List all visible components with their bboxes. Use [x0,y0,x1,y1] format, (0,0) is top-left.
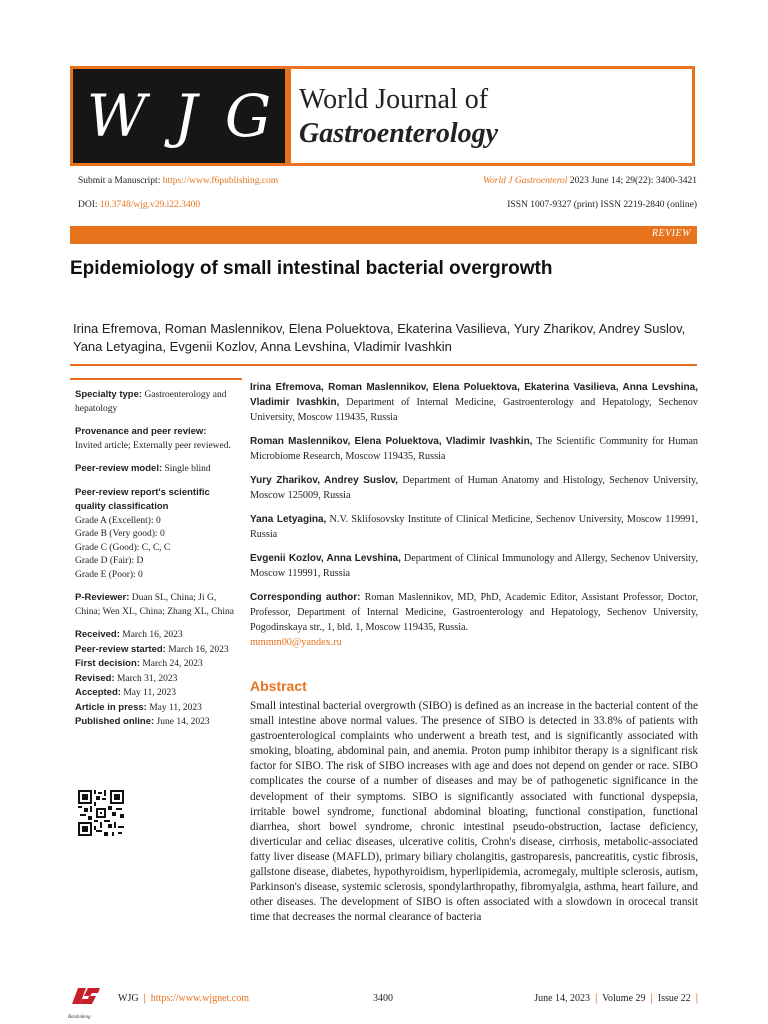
provenance [75,425,240,453]
grade-a: Grade A (Excellent): 0 [75,515,161,526]
specialty-value: Gastroenterology and hepatology [75,390,227,414]
footer-separator: | [141,993,149,1004]
affiliation [250,434,698,464]
date-value: June 14, 2023 [156,717,210,727]
reviewer-label: P-Reviewer: [75,592,130,603]
date-label: Revised: [75,672,115,684]
corresponding-author [250,590,698,650]
model-label: Peer-review model: [75,463,163,474]
journal-name-line2: Gastroenterology [299,118,499,149]
provenance-value: Invited article; Externally peer reviewed. [75,440,231,451]
journal-logo [73,69,285,163]
affiliation-names: Yana Letyagina, [250,514,327,525]
footer-journal-link[interactable]: https://www.wjgnet.com [150,993,249,1004]
article-info-sidebar [70,378,242,840]
citation-line [483,175,697,187]
date-value: March 31, 2023 [116,673,178,684]
date-value: March 16, 2023 [122,630,183,640]
author-list: Irina Efremova, Roman Maslennikov, Elena Poluektova, Ekaterina Vasilieva, Yury Zharikov, Andrey Suslov, Yana Letyagina, Evgenii Kozlov, Anna Levshina, Vladimir Ivashkin [73,321,686,354]
publisher-logo-text: Baishideng [68,1015,91,1020]
submit-line [78,175,278,187]
date-label: First decision: [75,658,140,669]
publisher-logo-icon [68,984,110,1014]
affiliation-text: Department of Internal Medicine, Gastroenterology and Hepatology, Sechenov University, Moscow 119435, Russia [250,397,698,423]
date-received [75,628,240,643]
submit-link[interactable]: https://www.f6publishing.com [162,176,279,186]
date-value: March 24, 2023 [142,659,203,669]
affiliation-text: Department of Human Anatomy and Histology, Sechenov University, Moscow 125009, Russia [250,475,699,501]
journal-masthead [70,66,695,166]
footer-separator: | [592,993,600,1004]
grade-d: Grade D (Fair): D [75,556,144,566]
footer-separator: | [693,993,698,1004]
date-first-decision [75,657,240,672]
issn-line: ISSN 1007-9327 (print) ISSN 2219-2840 (online) [507,200,697,210]
footer-journal-abbr: WJG [118,993,139,1004]
affiliation-text: Department of Clinical Immunology and Allergy, Sechenov University, Moscow 119991, Russia [250,553,698,579]
date-value: May 11, 2023 [123,688,176,698]
qr-code-icon[interactable] [78,790,124,836]
article-title: Epidemiology of small intestinal bacterial overgrowth [70,258,553,279]
footer-left [118,993,249,1004]
affiliation-names: Irina Efremova, Roman Maslennikov, Elena Poluektova, Ekaterina Vasilieva, Anna Levshina, Vladimir Ivashkin, [250,382,698,408]
date-published-online [75,715,240,730]
logo-letter-w: W [86,82,147,150]
date-article-in-press [75,701,240,716]
corresponding-text: Roman Maslennikov, MD, PhD, Academic Editor, Assistant Professor, Doctor, Professor, Department of Internal Medicine, Gastroenterology and Hepatology, Sechenov University, Pogodinskaya str., 1, bld. 1, Moscow 119435, Russia. [250,592,699,633]
provenance-label: Provenance and peer review: [75,426,207,437]
affiliation [250,473,698,503]
affiliation-names: Evgenii Kozlov, Anna Levshina, [250,553,401,564]
logo-letter-g: G [224,82,272,150]
peer-review-model [75,462,240,477]
corresponding-label: Corresponding author: [250,592,361,603]
journal-name [299,83,679,151]
grade-b: Grade B (Very good): 0 [75,529,165,539]
date-value: May 11, 2023 [149,702,202,713]
footer-date: June 14, 2023 [534,993,591,1004]
affiliation [250,551,698,581]
affiliation-text: N.V. Sklifosovsky Institute of Clinical Medicine, Sechenov University, Moscow 119991, Russia [250,514,698,540]
affiliation-text: The Scientific Community for Human Microbiome Research, Moscow 119435, Russia [250,436,698,462]
date-label: Article in press: [75,701,147,713]
grade-c: Grade C (Good): C, C, C [75,542,171,553]
model-value: Single blind [164,464,211,474]
specialty-label: Specialty type: [75,389,143,400]
date-label: Peer-review started: [75,643,166,655]
date-revised [75,672,240,687]
corresponding-email-link[interactable]: mmmm00@yandex.ru [250,637,342,648]
doi-link[interactable]: 10.3748/wjg.v29.i22.3400 [99,200,201,210]
affiliation-names: Roman Maslennikov, Elena Poluektova, Vladimir Ivashkin, [250,436,533,447]
affiliation [250,512,698,542]
date-accepted [75,686,240,701]
date-value: March 16, 2023 [168,644,229,655]
abstract-heading: Abstract [250,678,307,694]
date-label: Received: [75,629,120,640]
footer-issue: Issue 22 [657,993,691,1004]
footer-page-number: 3400 [373,993,393,1004]
journal-name-line1: World Journal of [299,84,489,115]
section-rule [70,364,697,366]
affiliations [250,380,698,659]
article-dates [75,628,240,730]
affiliation [250,380,698,425]
article-type-label: REVIEW [651,228,691,239]
doi-line [78,199,200,211]
footer-separator: | [648,993,656,1004]
article-type-bar [70,226,697,244]
peer-reviewers [75,591,240,619]
grade-heading: Peer-review report's scientific quality classification [75,486,210,512]
specialty-type [75,388,240,416]
grade-e: Grade E (Poor): 0 [75,569,143,580]
citation-journal: World J Gastroenterol [482,176,568,186]
affiliation-names: Yury Zharikov, Andrey Suslov, [250,475,399,486]
date-label: Published online: [75,716,155,727]
doi-label: DOI: [78,200,98,210]
citation-details: 2023 June 14; 29(22): 3400-3421 [569,176,697,186]
date-peer-review-started [75,643,240,658]
logo-letter-j: J [173,82,198,150]
date-label: Accepted: [75,687,121,698]
footer-right [534,993,698,1004]
abstract-body: Small intestinal bacterial overgrowth (SIBO) is defined as an increase in the bacterial content of the small intestine above normal values. The presence of SIBO is detected in 33.8% of patients with gastroenterological complaints who underwent a breath test, and is significantly associated with smoking, bloating, abdominal pain, and anemia. Proton pump inhibitor therapy is a significant risk factor for SIBO. The risk of SIBO increases with age and does not depend on gender or race. SIBO complicates the course of a number of diseases and may be of pathogenetic significance in the development of their symptoms. SIBO is significantly associated with functional dyspepsia, irritable bowel syndrome, functional abdominal bloating, functional constipation, functional diarrhea, short bowel syndrome, chronic intestinal pseudo-obstruction, lactase deficiency, diverticular and celiac diseases, ulcerative colitis, Crohn's disease, cirrhosis, metabolic-associated fatty liver disease (MAFLD), primary biliary cholangitis, gastroparesis, pancreatitis, cystic fibrosis, gallstone disease, diabetes, hypothyroidism, hyperlipidemia, acromegaly, multiple sclerosis, autism, Parkinson's disease, systemic sclerosis, spondylarthropathy, fibromyalgia, asthma, heart failure, and other diseases. The development of SIBO is often associated with a slowdown in orocecal transit time that decreases the normal clearance of bacteria [250,700,698,924]
reviewer-value: Duan SL, China; Ji G, China; Wen XL, China; Zhang XL, China [75,593,234,617]
masthead-divider [285,69,291,163]
quality-classification [75,486,240,583]
submit-label: Submit a Manuscript: [78,176,161,186]
footer-volume: Volume 29 [602,993,646,1004]
